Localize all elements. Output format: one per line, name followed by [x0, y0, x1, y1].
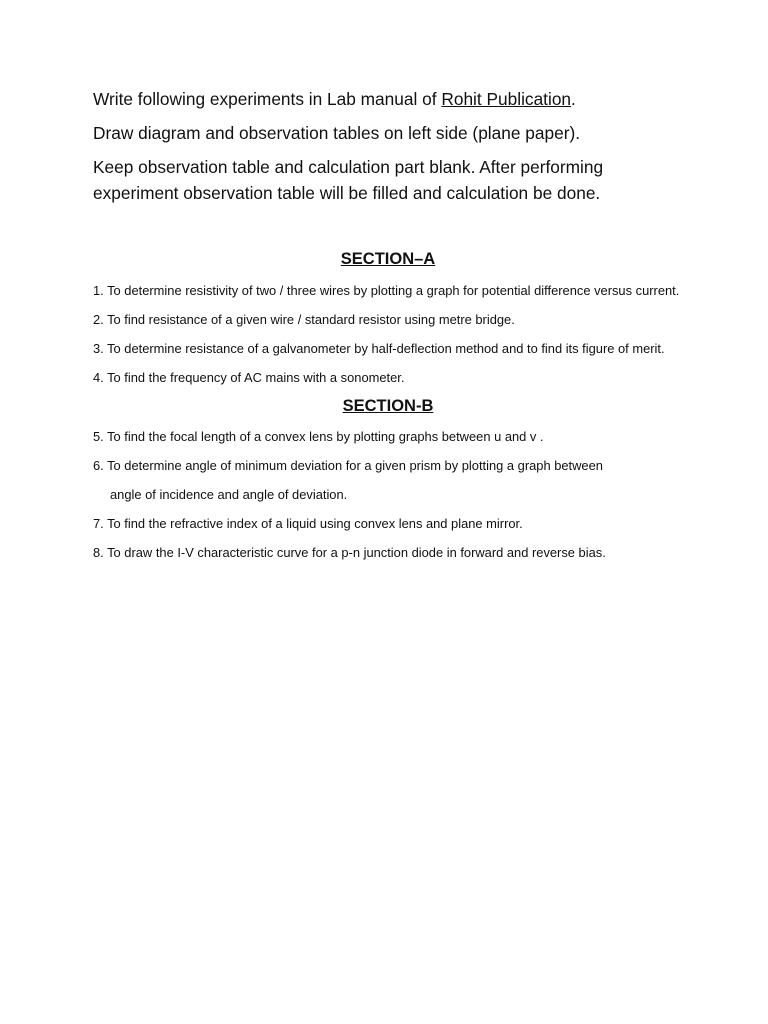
experiment-item: 1. To determine resistivity of two / three wires by plotting a graph for potential difference versus current. [93, 283, 680, 298]
section-b-experiment-list [93, 427, 683, 562]
section-b-heading: SECTION-B [342, 397, 434, 415]
section-a-experiment-list [93, 281, 683, 387]
experiment-item: 2. To find resistance of a given wire / standard resistor using metre bridge. [93, 312, 515, 327]
experiment-item [93, 456, 683, 504]
experiment-item: 7. To find the refractive index of a liquid using convex lens and plane mirror. [93, 516, 523, 531]
experiment-item: 5. To find the focal length of a convex lens by plotting graphs between u and v . [93, 429, 544, 444]
experiment-continuation: angle of incidence and angle of deviation. [110, 487, 348, 502]
publisher-name: Rohit Publication [441, 89, 572, 109]
experiment-text: 6. To determine angle of minimum deviation for a given prism by plotting a graph between [93, 458, 603, 473]
experiment-item: 3. To determine resistance of a galvanometer by half-deflection method and to find its figure of merit. [93, 341, 665, 356]
instruction-period: . [571, 89, 576, 109]
experiment-item: 4. To find the frequency of AC mains with a sonometer. [93, 370, 405, 385]
instruction-text: Write following experiments in Lab manual of [93, 89, 442, 109]
section-a-heading: SECTION–A [340, 250, 436, 268]
experiment-item: 8. To draw the I-V characteristic curve for a p-n junction diode in forward and reverse bias. [93, 545, 606, 560]
instructions [93, 86, 683, 206]
instruction-line-2: Draw diagram and observation tables on left side (plane paper). [93, 123, 581, 143]
instruction-line-3: Keep observation table and calculation part blank. After performing experiment observation table will be filled and calculation be done. [93, 157, 604, 203]
instruction-line-1 [93, 86, 683, 112]
document-page [93, 86, 683, 572]
